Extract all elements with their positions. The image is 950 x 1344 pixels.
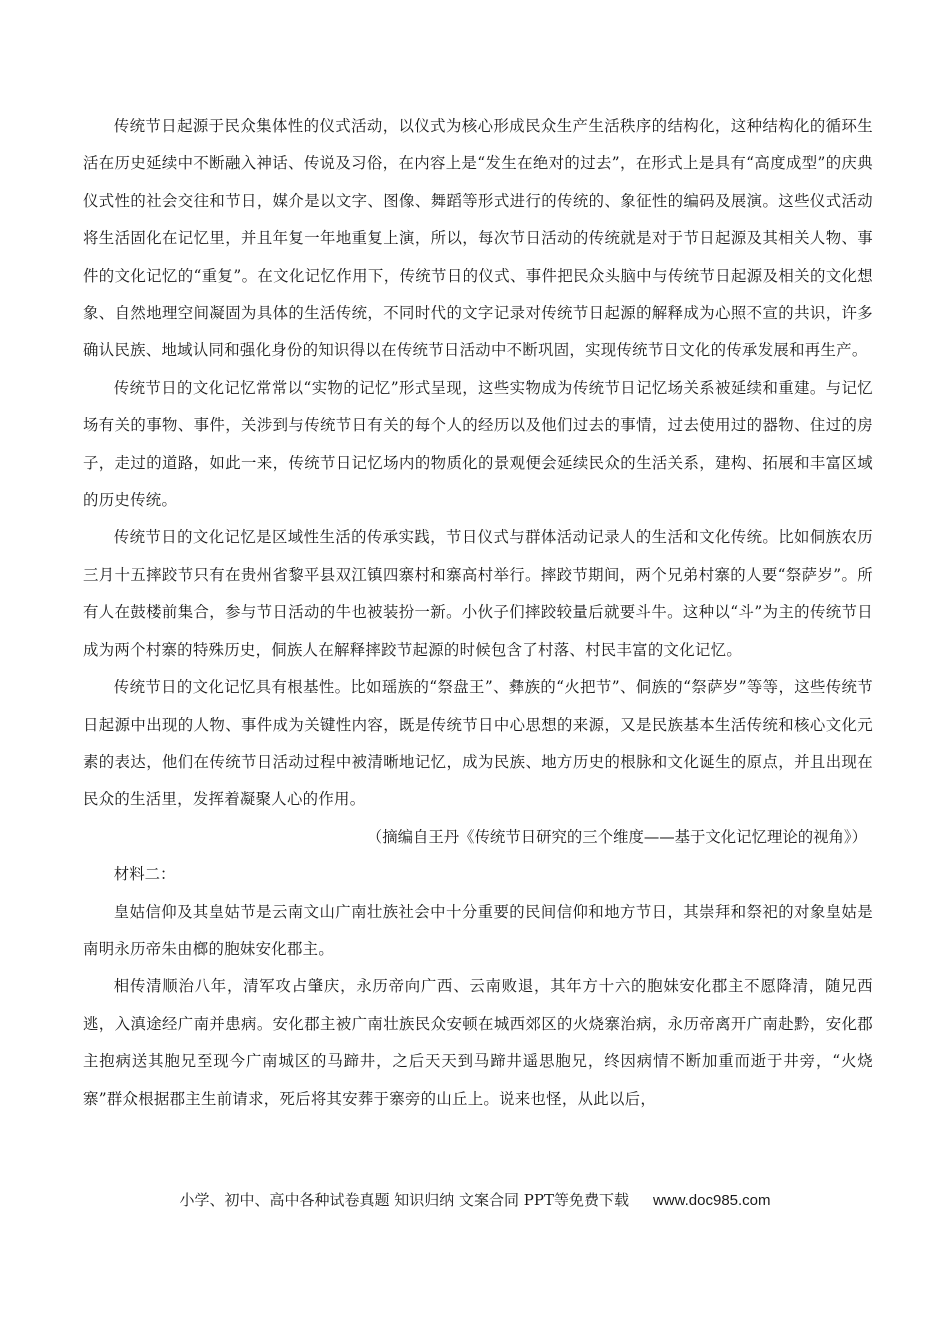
paragraph-2: 传统节日的文化记忆常常以“实物的记忆”形式呈现，这些实物成为传统节日记忆场关系被延续和重建。与记忆场有关的事物、事件，关涉到与传统节日有关的每个人的经历以及他们过去的事情，过去使用过的器物、住过的房子，走过的道路，如此一来，传统节日记忆场内的物质化的景观便会延续民众的生活关系，建构、拓展和丰富区域的历史传统。 bbox=[83, 378, 873, 510]
material-2-paragraph-1: 皇姑信仰及其皇姑节是云南文山广南壮族社会中十分重要的民间信仰和地方节日，其崇拜和祭祀的对象皇姑是南明永历帝朱由榔的胞妹安化郡主。 bbox=[83, 902, 873, 958]
paragraph-1: 传统节日起源于民众集体性的仪式活动，以仪式为核心形成民众生产生活秩序的结构化，这种结构化的循环生活在历史延续中不断融入神话、传说及习俗，在内容上是“发生在绝对的过去”，在形式上是具有“高度成型”的庆典仪式性的社会交往和节日，媒介是以文字、图像、舞蹈等形式进行的传统的、象征性的编码及展演。这些仪式活动将生活固化在记忆里，并且年复一年地重复上演，所以，每次节日活动的传统就是对于节日起源及其相关人物、事件的文化记忆的“重复”。在文化记忆作用下，传统节日的仪式、事件把民众头脑中与传统节日起源及相关的文化想象、自然地理空间凝固为具体的生活传统，不同时代的文字记录对传统节日起源的解释成为心照不宣的共识，许多确认民族、地域认同和强化身份的知识得以在传统节日活动中不断巩固，实现传统节日文化的传承发展和再生产。 bbox=[83, 117, 873, 360]
paragraph-4: 传统节日的文化记忆具有根基性。比如瑶族的“祭盘王”、彝族的“火把节”、侗族的“祭萨岁”等等，这些传统节日起源中出现的人物、事件成为关键性内容，既是传统节日中心思想的来源，又是民族基本生活传统和核心文化元素的表达，他们在传统节日活动过程中被清晰地记忆，成为民族、地方历史的根脉和文化诞生的原点，并且出现在民众的生活里，发挥着凝聚人心的作用。 bbox=[83, 678, 873, 809]
material-2-paragraph-2: 相传清顺治八年，清军攻占肇庆，永历帝向广西、云南败退，其年方十六的胞妹安化郡主不愿降清，随兄西逃，入滇途经广南并患病。安化郡主被广南壮族民众安顿在城西郊区的火烧寨治病，永历帝离开广南赴黔，安化郡主抱病送其胞兄至现今广南城区的马蹄井，之后天天到马蹄井遥思胞兄，终因病情不断加重而逝于井旁，“火烧寨”群众根据郡主生前请求，死后将其安葬于寨旁的山丘上。说来也怪，从此以后， bbox=[83, 977, 873, 1108]
footer-url[interactable]: www.doc985.com bbox=[652, 1192, 771, 1209]
footer-text: 小学、初中、高中各种试卷真题 知识归纳 文案合同 PPT等免费下载 bbox=[179, 1191, 629, 1209]
page-footer bbox=[0, 1189, 950, 1212]
source-citation: （摘编自王丹《传统节日研究的三个维度——基于文化记忆理论的视角》） bbox=[366, 827, 867, 846]
document-body bbox=[83, 108, 873, 1118]
material-2-label: 材料二： bbox=[113, 865, 176, 884]
paragraph-3: 传统节日的文化记忆是区域性生活的传承实践，节日仪式与群体活动记录人的生活和文化传统。比如侗族农历三月十五摔跤节只有在贵州省黎平县双江镇四寨村和寨高村举行。摔跤节期间，两个兄弟村寨的人要“祭萨岁”。所有人在鼓楼前集合，参与节日活动的牛也被装扮一新。小伙子们摔跤较量后就要斗牛。这种以“斗”为主的传统节日成为两个村寨的特殊历史，侗族人在解释摔跤节起源的时候包含了村落、村民丰富的文化记忆。 bbox=[83, 528, 873, 659]
